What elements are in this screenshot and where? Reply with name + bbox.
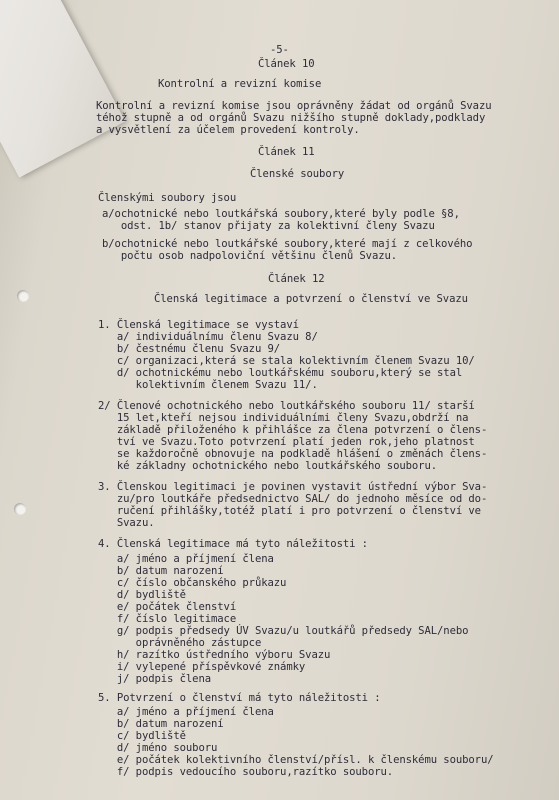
list-item: a/ jméno a příjmení člena [98,553,274,565]
list-item: e/ počátek kolektivního členství/přísl. k členskému souboru/ [98,754,494,766]
article-11-intro: Členskými soubory jsou [98,192,237,204]
list-item: d/ bydliště [98,589,186,601]
list-item: a/ individuálnímu členu Svazu 8/ [98,331,318,343]
punch-hole-top [17,290,29,302]
article-10-line: a vysvětlení za účelem provedení kontroly. [96,124,360,136]
list-item: b/ datum narození [98,565,224,577]
text-line: Svazu. [98,517,155,529]
list-item: 1. Členská legitimace se vystaví [98,319,299,331]
page-number: -5- [270,44,289,56]
article-10-title: Kontrolní a revizní komise [158,78,322,90]
text-line: se každoročně obnovuje na podkladě hlášení o změnách člens- [98,448,488,460]
list-item: i/ vylepené příspěvkové známky [98,661,306,673]
article-12-heading: Článek 12 [268,273,325,285]
list-item: 5. Potvrzení o členství má tyto náležitosti : [98,692,381,704]
article-11-line: b/ochotnické nebo loutkářské soubory,které mají z celkového [102,238,473,250]
text-line: 3. Členskou legitimaci je povinen vystavit ústřední výbor Sva- [98,481,488,493]
list-item: f/ podpis vedoucího souboru,razítko souboru. [98,766,394,778]
text-line: 2/ Členové ochotnického nebo loutkářského souboru 11/ starší [98,400,475,412]
list-item: b/ datum narození [98,718,224,730]
list-item: b/ čestnému členu Svazu 9/ [98,343,281,355]
list-item: oprávněného zástupce [98,637,262,649]
article-10-line: Kontrolní a revizní komise jsou oprávněny žádat od orgánů Svazu [96,100,492,112]
article-12-title: Členská legitimace a potvrzení o členství ve Svazu [154,293,468,305]
text-line: ručení přihlášky,totéž platí i pro potvrzení o členství ve [98,505,481,517]
list-item: f/ číslo legitimace [98,613,237,625]
article-11-line: počtu osob nadpoloviční většinu členů Svazu. [102,250,398,262]
list-item: h/ razítko ústředního výboru Svazu [98,649,331,661]
punch-hole-bottom [14,503,26,515]
article-11-line: odst. 1b/ stanov přijaty za kolektivní členy Svazu [102,220,435,232]
list-item: e/ počátek členství [98,601,237,613]
article-11-heading: Článek 11 [258,146,315,158]
list-item: a/ jméno a příjmení člena [98,706,274,718]
article-11-title: Členské soubory [250,168,345,180]
article-10-line: téhož stupně a od orgánů Svazu nižšího stupně doklady,podklady [96,112,486,124]
text-line: základě přiloženého k přihlášce za člena potvrzení o člens- [98,424,488,436]
folded-page-corner [0,0,125,178]
list-item: 4. Členská legitimace má tyto náležitosti : [98,538,368,550]
list-item: c/ bydliště [98,730,186,742]
text-line: tví ve Svazu.Toto potvrzení platí jeden rok,jeho platnost [98,436,475,448]
article-10-heading: Článek 10 [258,58,315,70]
list-item: kolektivním členem Svazu 11/. [98,379,318,391]
list-item: c/ organizaci,která se stala kolektivním členem Svazu 10/ [98,355,475,367]
text-line: 15 let,kteří nejsou individuálními členy Svazu,obdrží na [98,412,469,424]
list-item: c/ číslo občanského průkazu [98,577,287,589]
list-item: g/ podpis předsedy ÚV Svazu/u loutkářů předsedy SAL/nebo [98,625,469,637]
article-11-line: a/ochotnické nebo loutkářská soubory,které byly podle §8, [102,208,460,220]
list-item: j/ podpis člena [98,673,212,685]
text-line: ké základny ochotnického nebo loutkářského souboru. [98,460,438,472]
list-item: d/ jméno souboru [98,742,218,754]
text-line: zu/pro loutkáře předsednictvo SAL/ do jednoho měsíce od do- [98,493,488,505]
list-item: d/ ochotnickému nebo loutkářskému souboru,který se stal [98,367,463,379]
